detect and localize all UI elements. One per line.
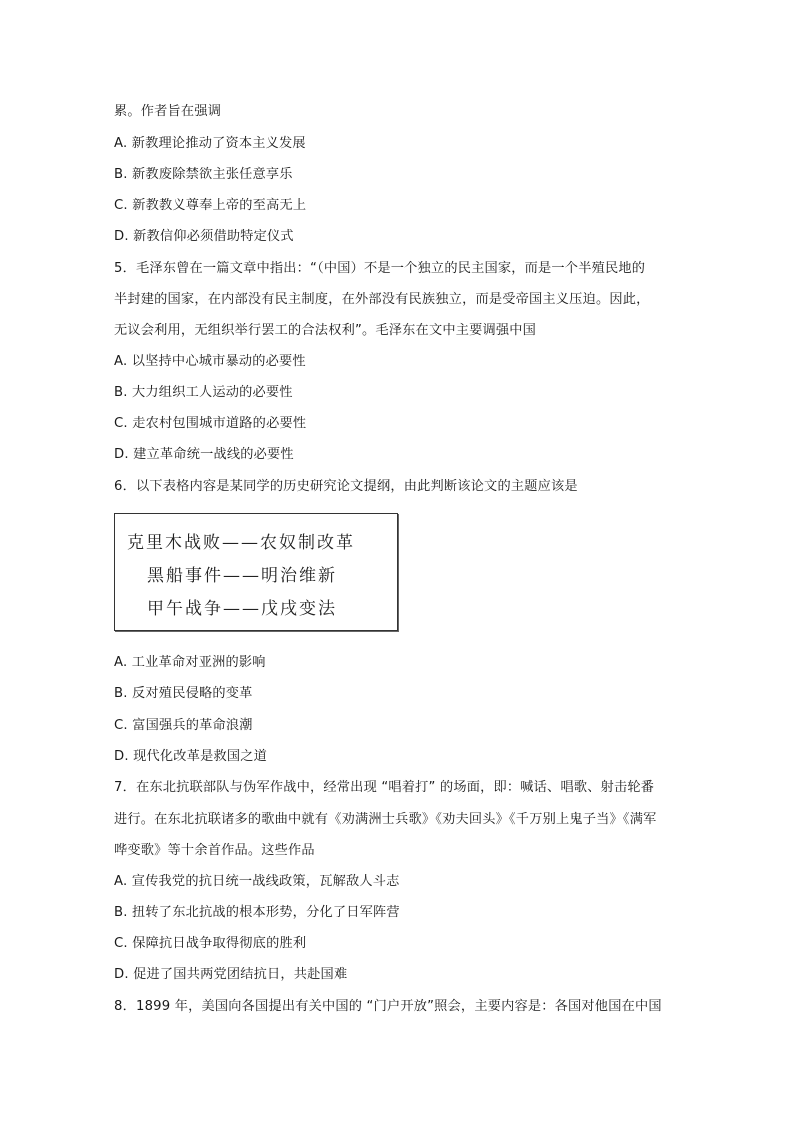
outline-row-3: 甲午战争——戊戌变法 [147, 599, 337, 619]
q5-stem-line-1: 5．毛泽东曾在一篇文章中指出：“（中国）不是一个独立的民主国家，而是一个半殖民地的 [114, 261, 646, 276]
outline-row-2: 黑船事件——明治维新 [147, 566, 337, 586]
q8-stem-line-1: 8．1899 年，美国向各国提出有关中国的 “门户开放”照会，主要内容是：各国对他国在中国 [114, 999, 662, 1014]
q4-option-c: C. 新教教义尊奉上帝的至高无上 [114, 198, 307, 213]
q4-option-b: B. 新教废除禁欲主张任意享乐 [114, 167, 293, 182]
q6-stem: 6．以下表格内容是某同学的历史研究论文提纲，由此判断该论文的主题应该是 [114, 479, 578, 494]
q7-option-a: A. 宣传我党的抗日统一战线政策，瓦解敌人斗志 [114, 874, 400, 889]
q7-stem-line-3: 哗变歌》等十余首作品。这些作品 [114, 843, 315, 858]
q6-option-b: B. 反对殖民侵略的变革 [114, 686, 253, 701]
q7-option-b: B. 扭转了东北抗战的根本形势，分化了日军阵营 [114, 905, 400, 920]
q5-stem-line-2: 半封建的国家，在内部没有民主制度，在外部没有民族独立，而是受帝国主义压迫。因此， [114, 292, 650, 307]
q5-stem-line-3: 无议会利用，无组织举行罢工的合法权利”。毛泽东在文中主要调强中国 [114, 323, 537, 338]
q7-option-c: C. 保障抗日战争取得彻底的胜利 [114, 936, 307, 951]
q4-option-d: D. 新教信仰必须借助特定仪式 [114, 229, 294, 244]
q5-option-b: B. 大力组织工人运动的必要性 [114, 385, 293, 400]
q6-option-d: D. 现代化改革是救国之道 [114, 749, 268, 764]
q4-option-a: A. 新教理论推动了资本主义发展 [114, 136, 306, 151]
q5-option-a: A. 以坚持中心城市暴动的必要性 [114, 354, 306, 369]
q7-stem-line-2: 进行。在东北抗联诸多的歌曲中就有《劝满洲士兵歌》《劝夫回头》《千万别上鬼子当》《满军 [114, 812, 657, 827]
q7-option-d: D. 促进了国共两党团结抗日，共赴国难 [114, 967, 348, 982]
outline-table [114, 513, 398, 631]
q7-stem-line-1: 7．在东北抗联部队与伪军作战中，经常出现 “唱着打” 的场面，即：喊话、唱歌、射击轮番 [114, 780, 655, 795]
line-continuation: 累。作者旨在强调 [114, 104, 222, 119]
q5-option-d: D. 建立革命统一战线的必要性 [114, 447, 294, 462]
q6-option-c: C. 富国强兵的革命浪潮 [114, 718, 253, 733]
q6-option-a: A. 工业革命对亚洲的影响 [114, 655, 266, 670]
outline-row-1: 克里木战败——农奴制改革 [127, 533, 355, 553]
q5-option-c: C. 走农村包围城市道路的必要性 [114, 416, 307, 431]
